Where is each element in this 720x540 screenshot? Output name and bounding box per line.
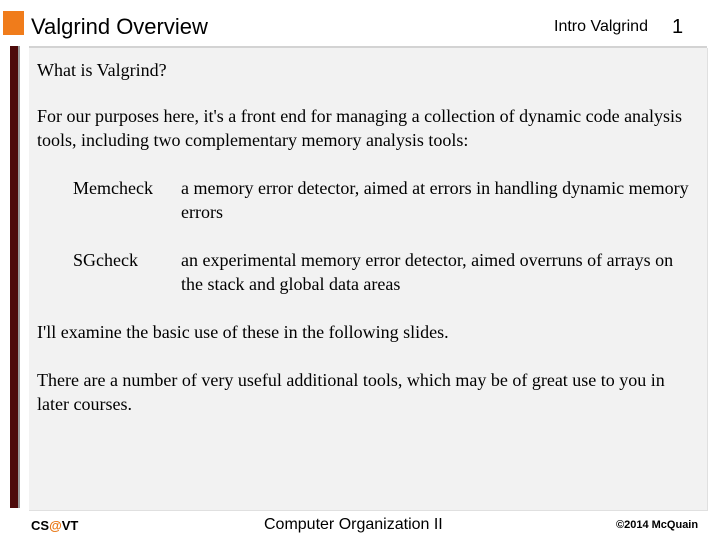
left-accent-bar: [10, 46, 18, 508]
tool-description-memcheck: a memory error detector, aimed at errors in handling dynamic memory errors: [181, 178, 689, 222]
examine-paragraph: I'll examine the basic use of these in the following slides.: [37, 322, 449, 342]
additional-tools-paragraph: There are a number of very useful additional tools, which may be of great use to you in later courses.: [37, 370, 665, 414]
footer-dept-suffix: VT: [61, 518, 79, 533]
footer-dept-prefix: CS: [31, 518, 50, 533]
tool-name-sgcheck: SGcheck: [73, 250, 138, 270]
footer-course-title: Computer Organization II: [264, 516, 443, 533]
left-bar-shadow: [18, 46, 20, 508]
section-heading: What is Valgrind?: [37, 60, 167, 80]
page-number: 1: [672, 16, 684, 38]
footer-dept-label: [31, 518, 78, 533]
course-label: Intro Valgrind: [554, 18, 648, 35]
footer-copyright: ©2014 McQuain: [616, 519, 699, 531]
slide-title: Valgrind Overview: [31, 14, 208, 39]
title-accent-square: [3, 11, 24, 35]
footer-at-symbol: @: [49, 518, 62, 533]
tool-description-sgcheck: an experimental memory error detector, aimed overruns of arrays on the stack and global data areas: [181, 250, 674, 294]
intro-paragraph: For our purposes here, it's a front end for managing a collection of dynamic code analysis tools, including two complementary memory analysis tools:: [37, 106, 683, 150]
tool-name-memcheck: Memcheck: [73, 178, 153, 198]
